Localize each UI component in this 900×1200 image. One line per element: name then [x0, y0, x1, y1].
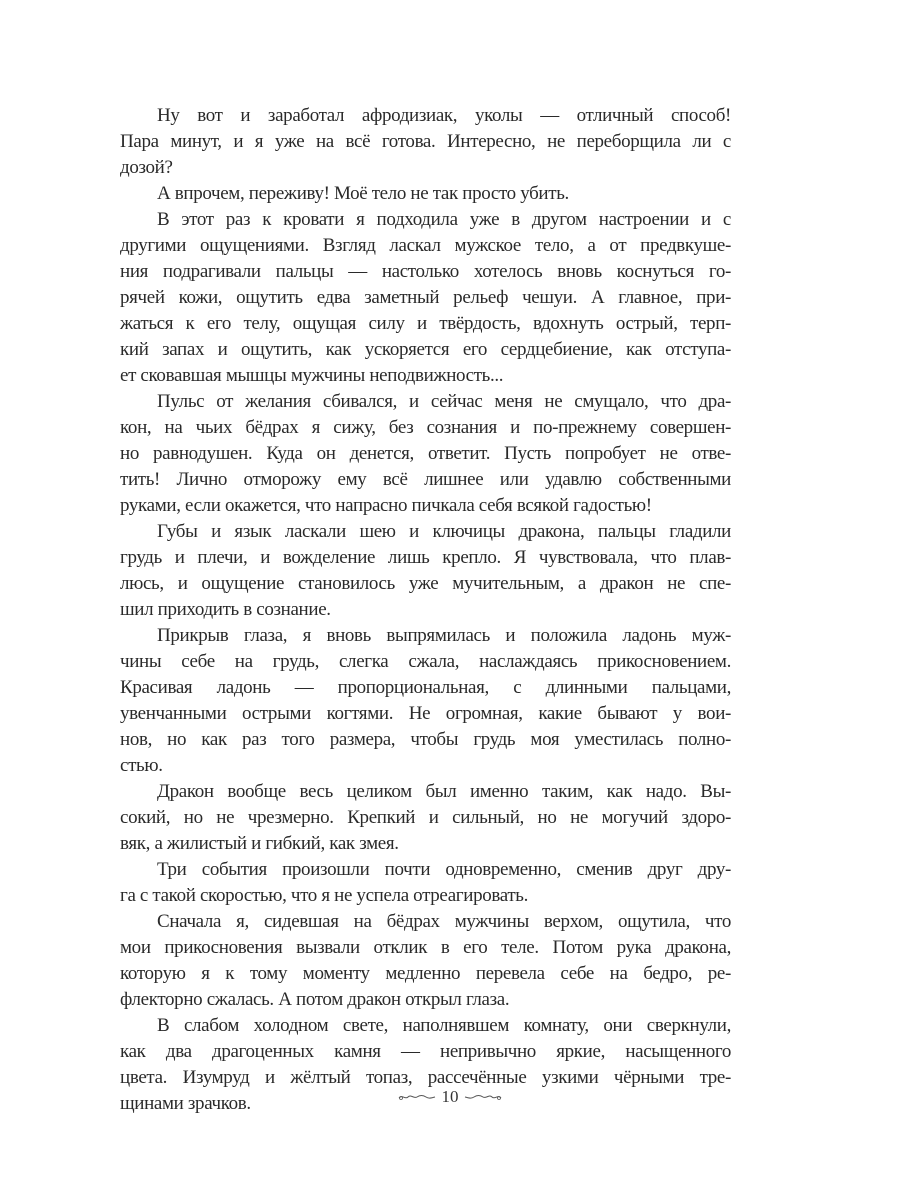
- paragraph: [120, 519, 731, 623]
- paragraph: [120, 857, 731, 909]
- text-line: А впрочем, переживу! Моё тело не так просто убить.: [157, 183, 569, 204]
- page-footer: [0, 1087, 900, 1107]
- text-line: Три события произошли почти одновременно, сменив друг дру-: [157, 859, 731, 880]
- text-line: Сначала я, сидевшая на бёдрах мужчины верхом, ощутила, что: [157, 911, 731, 932]
- paragraph: [120, 779, 731, 857]
- paragraph: [120, 103, 731, 181]
- text-line: мои прикосновения вызвали отклик в его теле. Потом рука дракона,: [120, 937, 731, 958]
- left-ornament-icon: [397, 1093, 437, 1103]
- text-line: кий запах и ощутить, как ускоряется его сердцебиение, как отступа-: [120, 339, 731, 360]
- text-line: жаться к его телу, ощущая силу и твёрдость, вдохнуть острый, терп-: [120, 313, 731, 334]
- text-line: руками, если окажется, что напрасно пичкала себя всякой гадостью!: [120, 495, 652, 516]
- text-line: га с такой скоростью, что я не успела отреагировать.: [120, 885, 529, 906]
- text-line: но равнодушен. Куда он денется, ответит. Пусть попробует не отве-: [120, 443, 731, 464]
- text-line: ния подрагивали пальцы — настолько хотелось вновь коснуться го-: [120, 261, 731, 282]
- text-line: Прикрыв глаза, я вновь выпрямилась и положила ладонь муж-: [157, 625, 731, 646]
- text-line: увенчанными острыми когтями. Не огромная, какие бывают у вои-: [120, 703, 731, 724]
- text-line: которую я к тому моменту медленно перевела себе на бедро, ре-: [120, 963, 731, 984]
- text-line: люсь, и ощущение становилось уже мучительным, а дракон не спе-: [120, 573, 731, 594]
- text-line: Дракон вообще весь целиком был именно таким, как надо. Вы-: [157, 781, 731, 802]
- text-line: Красивая ладонь — пропорциональная, с длинными пальцами,: [120, 677, 731, 698]
- paragraph: [120, 181, 731, 207]
- text-line: цвета. Изумруд и жёлтый топаз, рассечённые узкими чёрными тре-: [120, 1067, 731, 1088]
- text-line: шил приходить в сознание.: [120, 599, 331, 620]
- text-line: сокий, но не чрезмерно. Крепкий и сильный, но не могучий здоро-: [120, 807, 731, 828]
- text-line: чины себе на грудь, слегка сжала, наслаждаясь прикосновением.: [120, 651, 731, 672]
- text-line: ет сковавшая мышцы мужчины неподвижность...: [120, 365, 504, 386]
- paragraph: [120, 207, 731, 389]
- text-line: Ну вот и заработал афродизиак, уколы — отличный способ!: [157, 105, 731, 126]
- right-ornament-icon: [463, 1093, 503, 1103]
- text-line: Пульс от желания сбивался, и сейчас меня не смущало, что дра-: [157, 391, 731, 412]
- page-number: 10: [441, 1087, 459, 1106]
- text-line: как два драгоценных камня — непривычно яркие, насыщенного: [120, 1041, 731, 1062]
- text-line: флекторно сжалась. А потом дракон открыл глаза.: [120, 989, 510, 1010]
- text-line: другими ощущениями. Взгляд ласкал мужское тело, а от предвкуше-: [120, 235, 731, 256]
- text-line: грудь и плечи, и вожделение лишь крепло. Я чувствовала, что плав-: [120, 547, 731, 568]
- text-line: Губы и язык ласкали шею и ключицы дракона, пальцы гладили: [157, 521, 731, 542]
- paragraph: [120, 909, 731, 1013]
- text-line: кон, на чьих бёдрах я сижу, без сознания и по-прежнему совершен-: [120, 417, 731, 438]
- paragraph: [120, 389, 731, 519]
- text-line: стью.: [120, 755, 163, 776]
- text-line: дозой?: [120, 157, 173, 178]
- paragraph: [120, 623, 731, 779]
- text-line: рячей кожи, ощутить едва заметный рельеф чешуи. А главное, при-: [120, 287, 731, 308]
- text-line: вяк, а жилистый и гибкий, как змея.: [120, 833, 399, 854]
- text-line: щинами зрачков.: [120, 1093, 251, 1114]
- book-page-text: [120, 103, 731, 1117]
- text-line: тить! Лично отморожу ему всё лишнее или удавлю собственными: [120, 469, 731, 490]
- text-line: Пара минут, и я уже на всё готова. Интересно, не переборщила ли с: [120, 131, 731, 152]
- text-line: В слабом холодном свете, наполнявшем комнату, они сверкнули,: [157, 1015, 731, 1036]
- text-line: нов, но как раз того размера, чтобы грудь моя уместилась полно-: [120, 729, 731, 750]
- text-line: В этот раз к кровати я подходила уже в другом настроении и с: [157, 209, 731, 230]
